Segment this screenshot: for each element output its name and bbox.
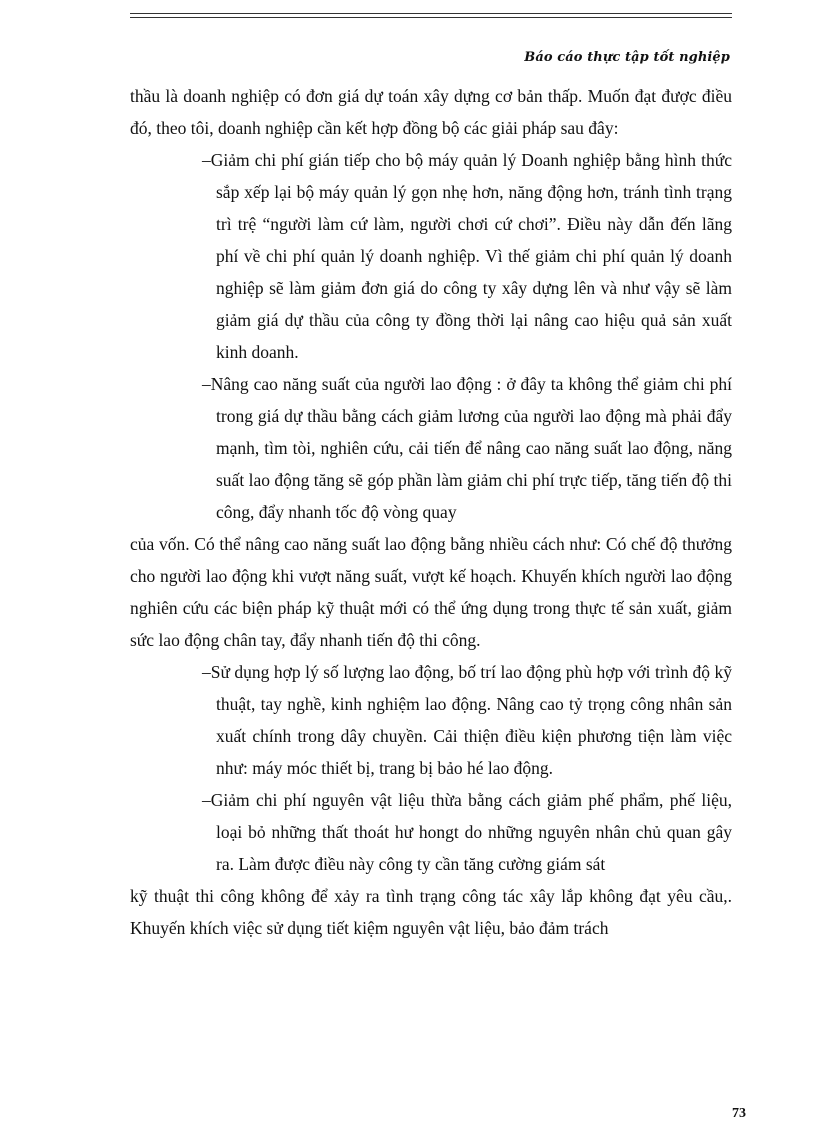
bullet-indirect-costs: –Giảm chi phí gián tiếp cho bộ máy quản lý Doanh nghiệp bằng hình thức sắp xếp lại bộ máy quản lý gọn nhẹ hơn, năng động hơn, tránh tình trạng trì trệ “người làm cứ làm, người chơi cứ chơi”. Điều này dẫn đến lãng phí về chi phí quản lý doanh nghiệp. Vì thế giảm chi phí quản lý doanh nghiệp sẽ làm giảm đơn giá do công ty xây dựng lên và như vậy sẽ làm giảm giá dự thầu của công ty đồng thời lại nâng cao hiệu quả sản xuất kinh doanh. bbox=[202, 150, 732, 362]
header-rule-top bbox=[130, 13, 732, 14]
bullet-labor-use: –Sử dụng hợp lý số lượng lao động, bố trí lao động phù hợp với trình độ kỹ thuật, tay nghề, kinh nghiệm lao động. Nâng cao tỷ trọng công nhân sản xuất chính trong dây chuyền. Cải thiện điều kiện phương tiện làm việc như: máy móc thiết bị, trang bị bảo hé lao động. bbox=[202, 662, 732, 778]
bullet-productivity: –Nâng cao năng suất của người lao động : ở đây ta không thể giảm chi phí trong giá dự thầu bằng cách giảm lương của người lao động mà phải đẩy mạnh, tìm tòi, nghiên cứu, cải tiến để nâng cao năng suất lao động, năng suất lao động tăng sẽ góp phần làm giảm chi phí trực tiếp, tăng tiến độ thi công, đẩy nhanh tốc độ vòng quay bbox=[202, 374, 732, 522]
productivity-continuation: của vốn. Có thể nâng cao năng suất lao động bằng nhiều cách như: Có chế độ thưởng cho người lao động khi vượt năng suất, vượt kế hoạch. Khuyến khích người lao động nghiên cứu các biện pháp kỹ thuật mới có thể ứng dụng trong thực tế sản xuất, giảm sức lao động chân tay, đẩy nhanh tiến độ thi công. bbox=[130, 534, 732, 650]
materials-continuation: kỹ thuật thi công không để xảy ra tình trạng công tác xây lắp không đạt yêu cầu,. Khuyến khích việc sử dụng tiết kiệm nguyên vật liệu, bảo đảm trách bbox=[130, 886, 732, 938]
body-text bbox=[130, 80, 732, 944]
running-header: Báo cáo thực tập tốt nghiệp bbox=[524, 50, 730, 65]
header-rule-bottom bbox=[130, 17, 732, 18]
intro-paragraph: thầu là doanh nghiệp có đơn giá dự toán xây dựng cơ bản thấp. Muốn đạt được điều đó, theo tôi, doanh nghiệp cần kết hợp đồng bộ các giải pháp sau đây: bbox=[130, 86, 732, 138]
page-number: 73 bbox=[732, 1106, 746, 1121]
bullet-materials: –Giảm chi phí nguyên vật liệu thừa bằng cách giảm phế phẩm, phế liệu, loại bỏ những thất thoát hư hongt do những nguyên nhân chủ quan gây ra. Làm được điều này công ty cần tăng cường giám sát bbox=[202, 790, 732, 874]
